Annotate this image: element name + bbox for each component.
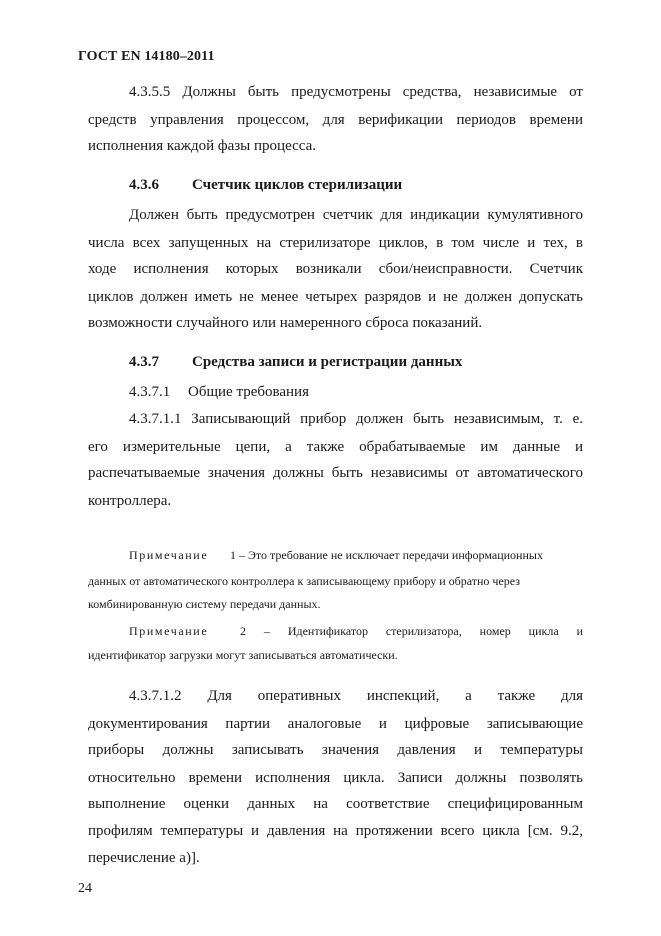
paragraph-line: относительно времени исполнения цикла. Записи должны позволять	[88, 770, 583, 786]
paragraph-line: возможности случайного или намеренного сброса показаний.	[88, 315, 483, 331]
section-title: Счетчик циклов стерилизации	[192, 177, 403, 193]
paragraph-line: распечатываемые значения должны быть независимы от автоматического	[88, 465, 583, 481]
note-text: идентификатор загрузки могут записываться автоматически.	[88, 648, 398, 662]
paragraph-line: контроллера.	[88, 493, 172, 509]
paragraph-line: выполнение оценки данных на соответствие специфицированным	[88, 796, 583, 812]
note-label: Примечание	[129, 624, 209, 638]
paragraph-line: 4.3.7.1.2 Для оперативных инспекций, а также для	[129, 688, 583, 704]
paragraph-line: его измерительные цепи, а также обрабатываемые им данные и	[88, 439, 583, 455]
section-number: 4.3.6	[129, 177, 159, 193]
paragraph-line: 4.3.7.1.1 Записывающий прибор должен быть независимым, т. е.	[129, 411, 583, 427]
note-text: 2 – Идентификатор стерилизатора, номер цикла и	[240, 624, 583, 638]
paragraph-line: 4.3.5.5 Должны быть предусмотрены средства, независимые от	[129, 84, 583, 100]
paragraph-line: Должен быть предусмотрен счетчик для индикации кумулятивного	[129, 207, 583, 223]
paragraph-line: числа всех запущенных на стерилизаторе циклов, в том числе и тех, в	[88, 235, 583, 251]
paragraph-line: перечисление а)].	[88, 850, 200, 866]
paragraph-line: профилям температуры и давления на протяжении всего цикла [см. 9.2,	[88, 823, 583, 839]
note-label: Примечание	[129, 548, 209, 562]
paragraph-line: средств управления процессом, для верификации периодов времени	[88, 112, 583, 128]
note-text: 1 – Это требование не исключает передачи информационных	[230, 548, 543, 562]
section-number: 4.3.7	[129, 354, 159, 370]
section-title: Средства записи и регистрации данных	[192, 354, 463, 370]
page-number: 24	[78, 881, 92, 896]
paragraph-line: документирования партии аналоговые и цифровые записывающие	[88, 716, 583, 732]
note-text: данных от автоматического контроллера к записывающему прибору и обратно через	[88, 574, 521, 588]
document-header: ГОСТ EN 14180–2011	[78, 49, 215, 64]
subsection-number: 4.3.7.1	[129, 384, 171, 400]
paragraph-line: ходе исполнения которых возникали сбои/неисправности. Счетчик	[88, 261, 583, 277]
subsection-title: Общие требования	[188, 384, 309, 400]
paragraph-line: циклов должен иметь не менее четырех разрядов и не должен допускать	[88, 289, 583, 305]
note-text: комбинированную систему передачи данных.	[88, 597, 321, 611]
paragraph-line: исполнения каждой фазы процесса.	[88, 138, 317, 154]
paragraph-line: приборы должны записывать значения давления и температуры	[88, 742, 583, 758]
